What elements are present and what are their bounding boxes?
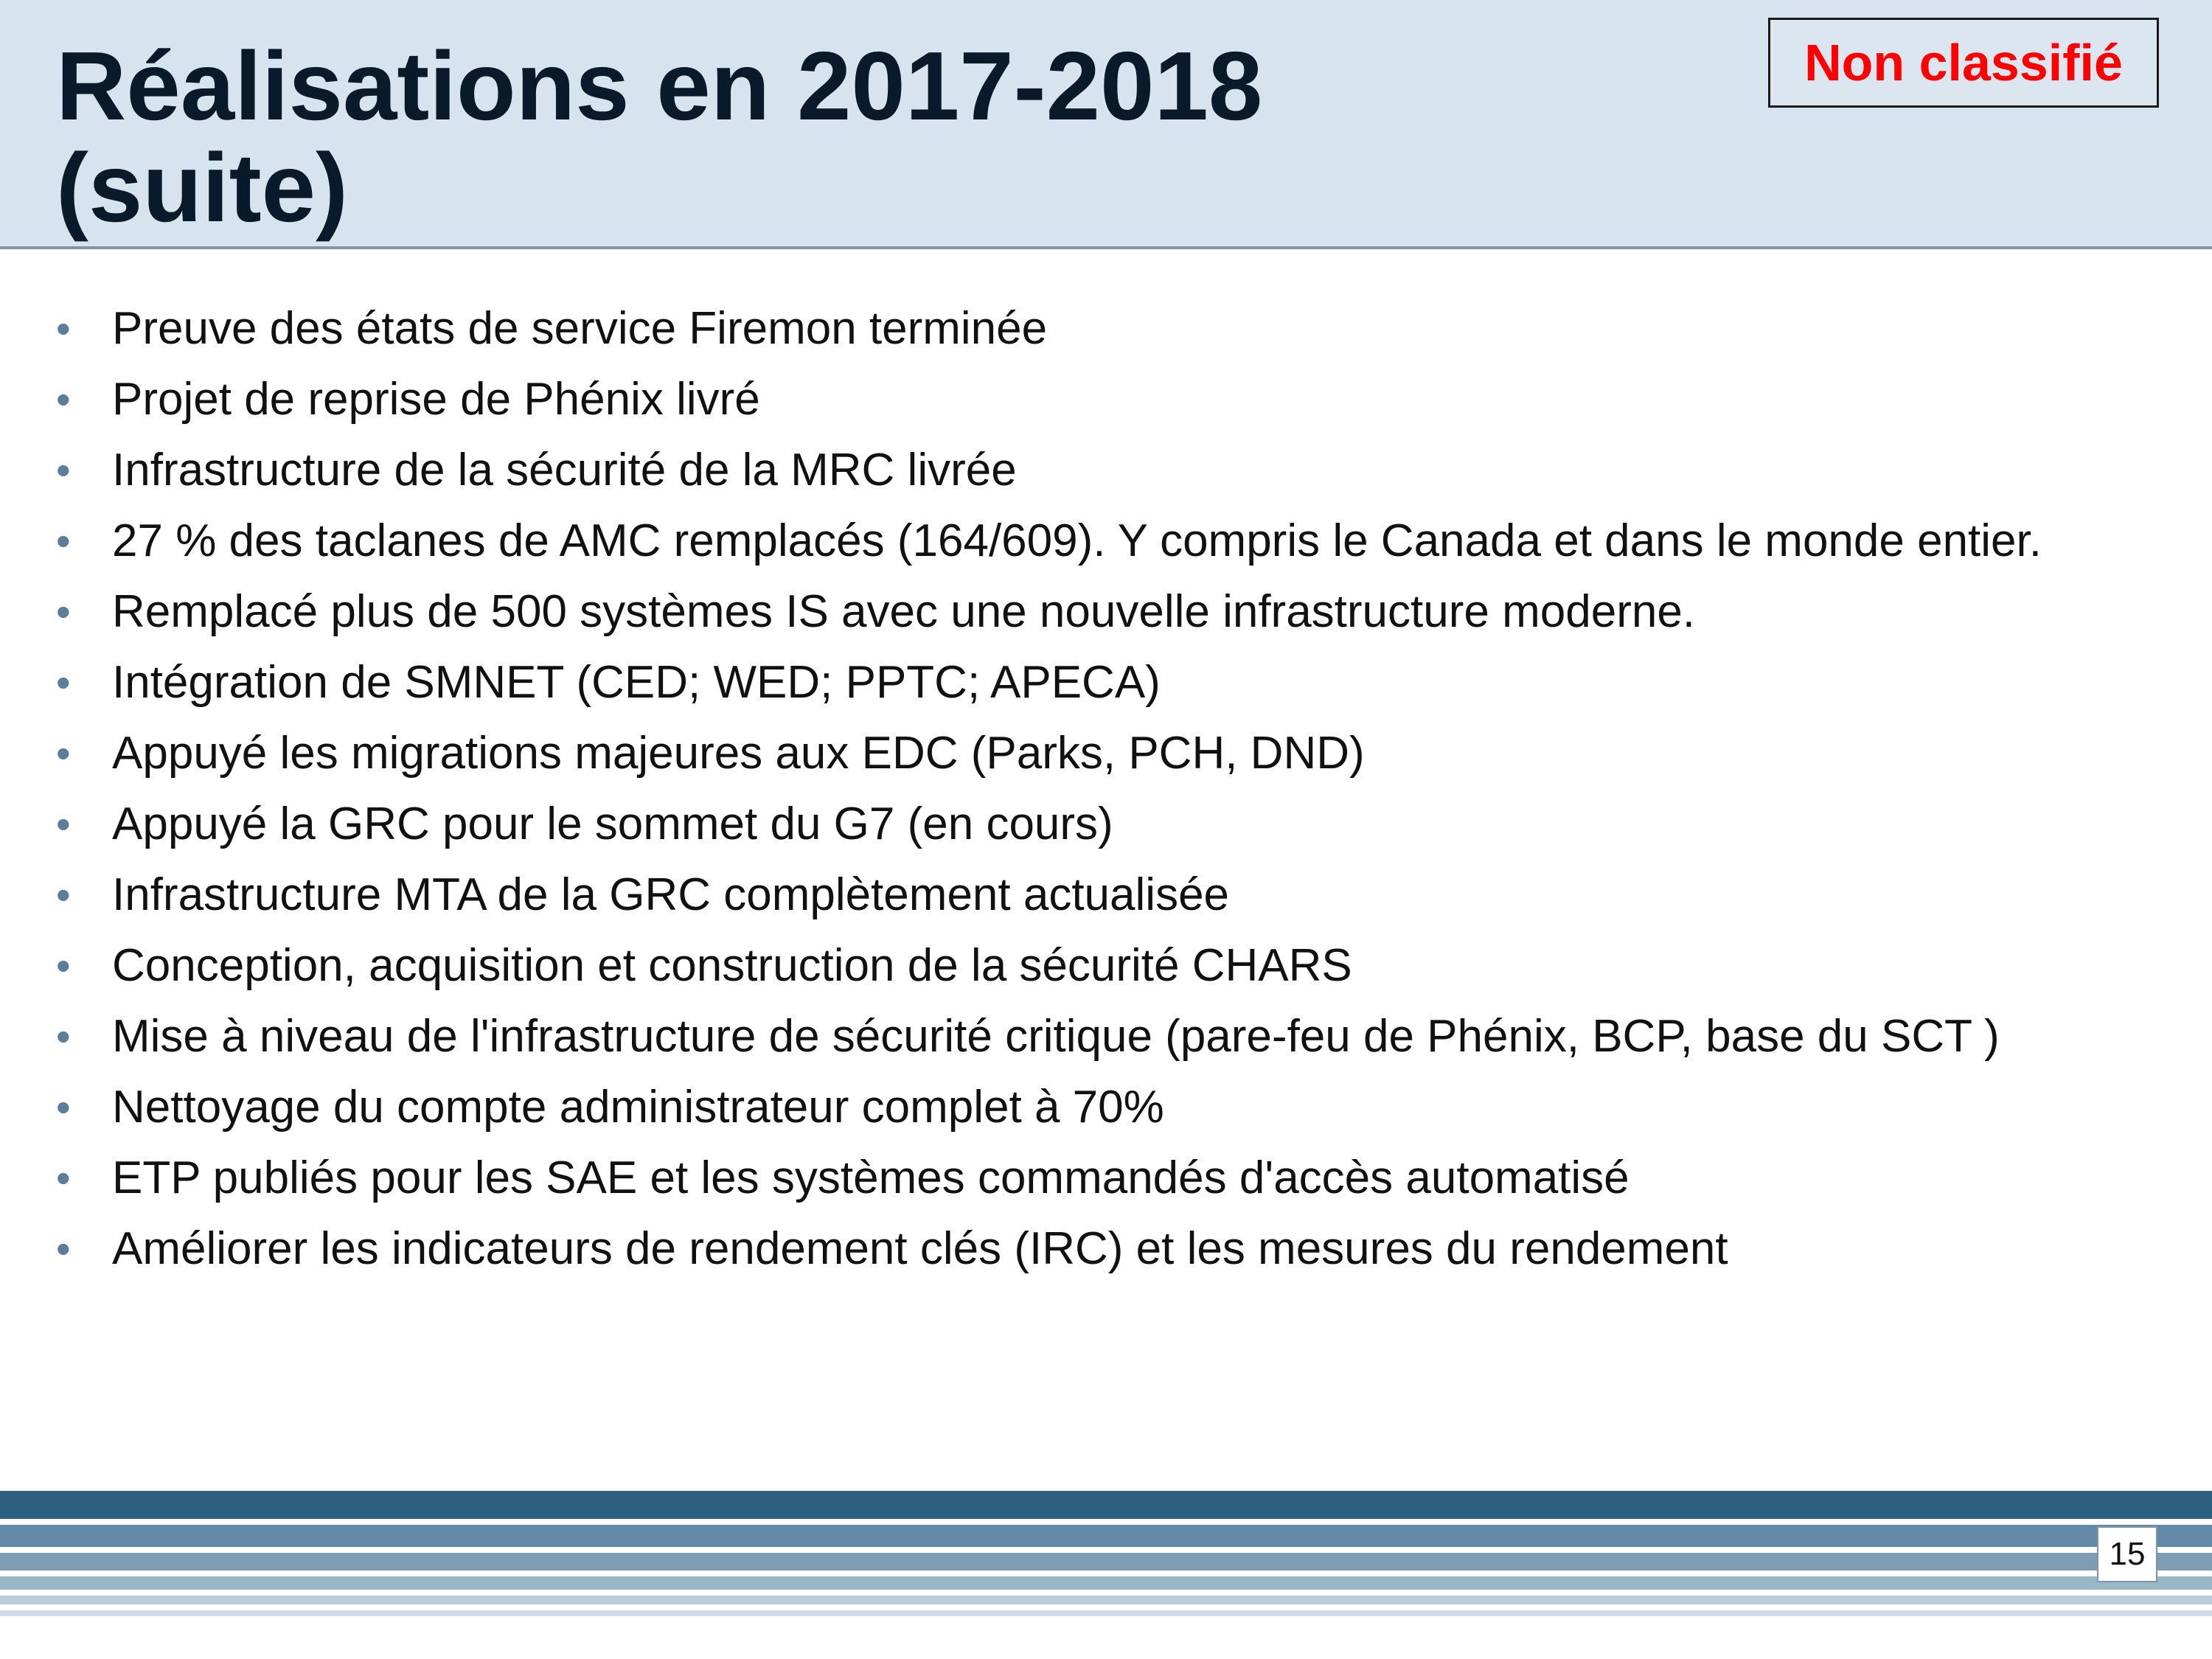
bullet-item [0, 1219, 2212, 1279]
bullet-text: Appuyé les migrations majeures aux EDC (Parks, PCH, DND) [112, 728, 1365, 779]
slide-header [0, 0, 2212, 249]
bullet-item [0, 794, 2212, 855]
bullet-marker-icon: • [56, 872, 71, 918]
bullet-item [0, 865, 2212, 925]
bullet-text: ETP publiés pour les SAE et les systèmes commandés d'accès automatisé [112, 1152, 1630, 1203]
page-number: 15 [2097, 1526, 2157, 1582]
bullet-text: Mise à niveau de l'infrastructure de sécurité critique (pare-feu de Phénix, BCP, base du SCT ) [112, 1011, 2000, 1062]
bullet-item [0, 299, 2212, 359]
bullet-text: Preuve des états de service Firemon terminée [112, 303, 1048, 354]
bullet-text: Conception, acquisition et construction de la sécurité CHARS [112, 940, 1352, 991]
bullet-marker-icon: • [56, 1013, 71, 1060]
slide-title-line-2: (suite) [56, 133, 348, 242]
bullet-marker-icon: • [56, 659, 71, 706]
footer-band-2 [0, 1525, 2212, 1547]
bullet-text: Appuyé la GRC pour le sommet du G7 (en cours) [112, 799, 1113, 849]
bullet-item [0, 582, 2212, 642]
bullet-item [0, 653, 2212, 713]
bullet-text: Projet de reprise de Phénix livré [112, 374, 760, 425]
classification-label: Non classifié [1768, 18, 2159, 108]
bullet-list [0, 299, 2212, 1290]
footer-band-dark [0, 1491, 2212, 1519]
slide-title [56, 32, 1678, 242]
bullet-text: 27 % des taclanes de AMC remplacés (164/609). Y compris le Canada et dans le monde entier. [112, 515, 2042, 566]
bullet-item [0, 1006, 2212, 1067]
bullet-marker-icon: • [56, 1225, 71, 1272]
bullet-marker-icon: • [56, 1084, 71, 1130]
bullet-item [0, 723, 2212, 784]
bullet-text: Remplacé plus de 500 systèmes IS avec une nouvelle infrastructure moderne. [112, 586, 1696, 637]
bullet-marker-icon: • [56, 376, 71, 422]
bullet-text: Nettoyage du compte administrateur complet à 70% [112, 1082, 1164, 1133]
bullet-marker-icon: • [56, 1155, 71, 1201]
bullet-marker-icon: • [56, 588, 71, 635]
bullet-item [0, 369, 2212, 430]
bullet-item [0, 936, 2212, 996]
footer-band-4 [0, 1576, 2212, 1590]
bullet-item [0, 440, 2212, 501]
slide-title-line-1: Réalisations en 2017-2018 [56, 32, 1263, 140]
bullet-marker-icon: • [56, 730, 71, 776]
bullet-text: Intégration de SMNET (CED; WED; PPTC; APECA) [112, 657, 1161, 708]
footer-band-3 [0, 1553, 2212, 1571]
bullet-marker-icon: • [56, 305, 71, 352]
footer-band-6 [0, 1610, 2212, 1616]
bullet-marker-icon: • [56, 801, 71, 847]
bullet-item [0, 511, 2212, 571]
bullet-item [0, 1077, 2212, 1138]
bullet-item [0, 1148, 2212, 1208]
bullet-marker-icon: • [56, 518, 71, 564]
bullet-marker-icon: • [56, 447, 71, 493]
footer-band-5 [0, 1596, 2212, 1604]
bullet-marker-icon: • [56, 942, 71, 989]
bullet-text: Infrastructure de la sécurité de la MRC livrée [112, 445, 1017, 495]
bullet-text: Infrastructure MTA de la GRC complètement actualisée [112, 869, 1230, 920]
bullet-text: Améliorer les indicateurs de rendement clés (IRC) et les mesures du rendement [112, 1223, 1728, 1274]
